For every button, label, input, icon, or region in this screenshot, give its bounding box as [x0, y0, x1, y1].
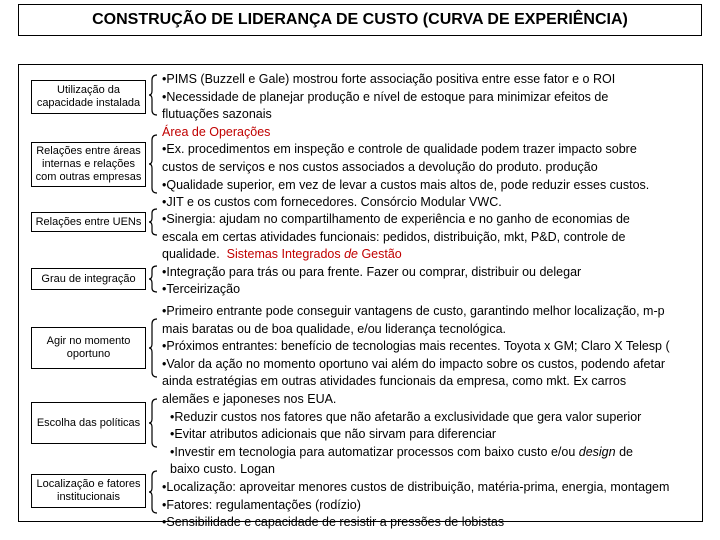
text-fragment: de [615, 444, 633, 459]
bullet-line: •Qualidade superior, em vez de levar a custos mais altos de, pode reduzir esses custos. [162, 177, 650, 192]
text-block-operacoes [162, 71, 702, 212]
highlight-fragment: Gestão [357, 247, 402, 262]
bullet-line: •Necessidade de planejar produção e nível de estoque para minimizar efeitos de [162, 89, 609, 104]
bullet-line: •Localização: aproveitar menores custos de distribuição, matéria-prima, energia, montagem [162, 479, 670, 494]
text-line [162, 246, 702, 264]
brace-icon [149, 208, 159, 236]
text-line: alemães e japoneses nos EUA. [162, 391, 337, 406]
bullet-line: •Primeiro entrante pode conseguir vantagens de custo, garantindo melhor localização, m-p [162, 304, 665, 318]
bullet-line: •Ex. procedimentos em inspeção e controle de qualidade podem trazer impacto sobre [162, 142, 637, 157]
bullet-line: •Evitar atributos adicionais que não sirvam para diferenciar [170, 427, 497, 442]
bullet-line: •Fatores: regulamentações (rodízio) [162, 497, 361, 512]
page-title: CONSTRUÇÃO DE LIDERANÇA DE CUSTO (CURVA DE EXPERIÊNCIA) [18, 4, 702, 36]
text-fragment: design [578, 444, 616, 459]
text-line: baixo custo. Logan [170, 462, 275, 477]
bullet-line: •Valor da ação no momento oportuno vai além do impacto sobre os custos, podendo afetar [162, 356, 666, 371]
brace-icon [149, 398, 159, 448]
text-line: escala em certas atividades funcionais: pedidos, distribuição, mkt, P&D, controle de [162, 229, 626, 244]
label-escolha-politicas: Escolha das políticas [31, 402, 146, 444]
bullet-line: •Sensibilidade e capacidade de resistir a pressões de lobistas [162, 515, 505, 530]
label-agir-momento: Agir no momento oportuno [31, 327, 146, 369]
text-fragment: qualidade. [162, 247, 220, 262]
bullet-line: •Sinergia: ajudam no compartilhamento de experiência e no ganho de economias de [162, 212, 630, 226]
label-grau-integracao: Grau de integração [31, 268, 146, 290]
brace-icon [149, 470, 159, 514]
text-line: ainda estratégias em outras atividades funcionais da empresa, como mkt. Ex carros [162, 374, 627, 389]
label-relacoes-areas: Relações entre áreas internas e relações com outras empresas [31, 142, 146, 187]
text-block-sinergia [162, 211, 702, 299]
highlight-fragment: Sistemas Integrados [226, 247, 345, 262]
brace-icon [149, 74, 159, 116]
label-localizacao: Localização e fatores institucionais [31, 474, 146, 508]
highlight-sistemas [227, 247, 402, 261]
bullet-line: •JIT e os custos com fornecedores. Consórcio Modular VWC. [162, 195, 502, 210]
text-block-momento [162, 303, 702, 532]
label-utilizacao-capacidade: Utilização da capacidade instalada [31, 80, 146, 114]
highlight-fragment: de [344, 247, 358, 262]
bullet-line: •Reduzir custos nos fatores que não afetarão a exclusividade que gera valor superior [170, 409, 642, 424]
text-fragment: •Investir em tecnologia para automatizar processos com baixo custo e/ou [170, 444, 579, 459]
bullet-line: •PIMS (Buzzell e Gale) mostrou forte associação positiva entre esse fator e o ROI [162, 72, 616, 86]
bullet-line [162, 444, 702, 462]
label-relacoes-uens: Relações entre UENs [31, 212, 146, 232]
text-line: custos de serviços e nos custos associados a devolução do produto. produção [162, 159, 598, 174]
bullet-line: •Terceirização [162, 282, 241, 297]
brace-icon [149, 318, 159, 378]
text-line: flutuações sazonais [162, 107, 272, 122]
brace-icon [149, 134, 159, 194]
brace-icon [149, 265, 159, 293]
bullet-line: •Próximos entrantes: benefício de tecnologias mais recentes. Toyota x GM; Claro X Telesp ( [162, 339, 670, 354]
text-line: mais baratas ou de boa qualidade, e/ou liderança tecnológica. [162, 321, 506, 336]
bullet-line: •Integração para trás ou para frente. Fazer ou comprar, distribuir ou delegar [162, 264, 582, 279]
highlight-area-operacoes: Área de Operações [162, 124, 271, 139]
